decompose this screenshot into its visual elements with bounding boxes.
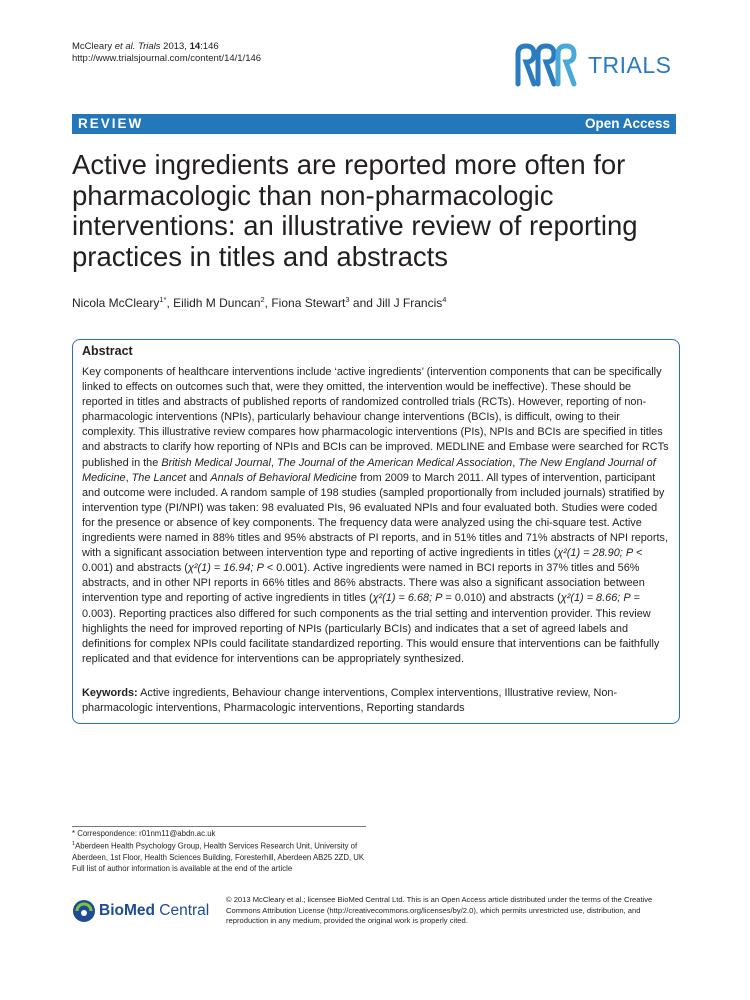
keywords-list: Active ingredients, Behaviour change interventions, Complex interventions, Illustrative review, Non-pharmacologic interventions, Pharmacologic interventions, Reporting standards	[82, 687, 618, 715]
affiliation	[72, 839, 392, 863]
abstract-segment: = 0.010) and abstracts (	[442, 592, 561, 605]
p-symbol: P	[625, 547, 634, 560]
statistic: χ²(1) = 8.66;	[560, 592, 624, 605]
author-name[interactable]: Jill J Francis	[376, 296, 443, 310]
journal-name: The Lancet	[131, 471, 187, 484]
citation-pages: :146	[200, 41, 219, 52]
p-symbol: P	[435, 592, 443, 605]
abstract-segment: = 0.003). Reporting practices also differed for such components as the trial setting and intervention provider. This review highlights the need for improved reporting of NPIs (particularly BCIs) and indicates that a set of agreed labels and definitions for complex NPIs could facilitate standardized reporting. This would ensure that interventions can be faithfully replicated and that evidence for interventions can be appropriately synthesized.	[82, 592, 660, 665]
citation-journal: Trials	[135, 41, 161, 52]
abstract-segment: ,	[125, 471, 132, 484]
journal-name: The Journal of the American Medical Association	[276, 456, 513, 469]
article-type-banner	[72, 114, 676, 134]
author-name[interactable]: Eilidh M Duncan	[173, 296, 261, 310]
p-symbol: P	[623, 592, 631, 605]
article-title: Active ingredients are reported more often for pharmacologic than non-pharmacologic interventions: an illustrative review of reporting practices in titles and abstracts	[72, 149, 638, 272]
keywords	[82, 686, 672, 716]
author-info-note: Full list of author information is available at the end of the article	[72, 863, 293, 873]
abstract-segment: < 0.001). Active ingredients were named in BCI reports in 37% titles and 56% abstracts, and in other NPI reports in 66% titles and 86% abstracts. There was also a significant association between intervention type and reporting of active ingredients in titles (	[82, 562, 645, 605]
abstract-heading: Abstract	[82, 344, 133, 358]
author-separator: and	[349, 296, 377, 310]
author-list	[72, 292, 682, 311]
author-affiliation-sup: 3	[345, 295, 350, 304]
author-affiliation-sup: 4	[442, 295, 447, 304]
author-separator: ,	[166, 296, 174, 310]
central-text: Central	[154, 902, 210, 919]
biomed-text: BioMed	[99, 902, 155, 919]
biomed-central-logo-icon	[72, 899, 96, 923]
citation-author: McCleary	[72, 41, 115, 52]
footnotes	[72, 828, 392, 874]
biomed-central-text	[99, 902, 209, 920]
keywords-label: Keywords:	[82, 687, 138, 699]
affiliation-sup: 1	[72, 841, 76, 847]
abstract-segment: from 2009 to March 2011. All types of intervention, participant and outcome were included. A random sample of 198 studies (sampled proportionally from included journals) stratified by intervention type (PI/NPI) was taken: 98 evaluated PIs, 96 evaluated NPIs and four evaluated both. Studies were coded for the presence or absence of key components. The frequency data were analyzed using the chi-square test. Active ingredients were named in 88% titles and 95% abstracts of PI reports, and in 51% titles and 71% abstracts of NPI reports, with a significant association between intervention type and reporting of active ingredients in titles (	[82, 471, 668, 560]
article-type-label: REVIEW	[78, 116, 144, 131]
trials-logo-text: TRIALS	[588, 52, 672, 78]
correspondence[interactable]: * Correspondence: r01nm11@abdn.ac.uk	[72, 829, 216, 838]
article-url[interactable]	[72, 53, 261, 65]
abstract-segment: ,	[512, 456, 519, 469]
statistic: χ²(1) = 16.94;	[187, 562, 257, 575]
biomed-central-logo	[72, 898, 217, 924]
trials-logo	[512, 40, 672, 90]
affiliation-text: Aberdeen Health Psychology Group, Health Services Research Unit, University of Aberdeen, 1st Floor, Health Sciences Building, Foresterhill, Aberdeen AB25 2ZD, UK	[72, 841, 365, 862]
author-name[interactable]: Nicola McCleary	[72, 296, 160, 310]
journal-name: British Medical Journal	[161, 456, 271, 469]
license-text: © 2013 McCleary et al.; licensee BioMed Central Ltd. This is an Open Access article distributed under the terms of the Creative Commons Attribution License (http://creativecommons.org/licenses/by/2.0), which permits unrestricted use, distribution, and reproduction in any medium, provided the original work is properly cited.	[226, 895, 653, 925]
article-url-text[interactable]: http://www.trialsjournal.com/content/14/1/146	[72, 53, 262, 64]
trials-logo-icon	[512, 40, 584, 90]
author-separator: ,	[264, 296, 272, 310]
author-affiliation-sup: 1*	[159, 295, 167, 304]
journal-name: Annals of Behavioral Medicine	[210, 471, 357, 484]
citation-header	[72, 41, 219, 53]
citation-volume: 14	[189, 41, 201, 52]
abstract-segment: ,	[270, 456, 277, 469]
p-symbol: P	[256, 562, 264, 575]
open-access-label: Open Access	[584, 116, 670, 131]
author-name[interactable]: Fiona Stewart	[271, 296, 346, 310]
journal-name: The New England Journal of Medicine	[82, 456, 656, 484]
statistic: χ²(1) = 28.90;	[557, 547, 626, 560]
abstract-segment: Key components of healthcare interventions include ‘active ingredients’ (intervention components that can be specifically linked to effects on outcomes such that, were they omitted, the intervention would be ineffective). These should be reported in titles and abstracts of published reports of randomized controlled trials (RCTs). However, reporting of non-pharmacologic interventions (NPIs), particularly behaviour change interventions (BCIs), is difficult, owing to their complexity. This illustrative review compares how pharmacologic interventions (PIs), NPIs and BCIs are specified in titles and abstracts to clarify how reporting of NPIs and BCIs can be improved. MEDLINE and Embase were searched for RCTs published in the	[82, 366, 669, 469]
abstract-text	[82, 365, 672, 667]
footnote-divider	[72, 826, 366, 827]
abstract-segment: < 0.001) and abstracts (	[82, 547, 643, 575]
author-affiliation-sup: 2	[260, 295, 265, 304]
citation-year: 2013,	[160, 41, 190, 52]
citation-etal: et al.	[114, 41, 136, 52]
abstract-segment: and	[186, 471, 211, 484]
statistic: χ²(1) = 6.68;	[372, 592, 436, 605]
abstract-box	[72, 339, 680, 724]
